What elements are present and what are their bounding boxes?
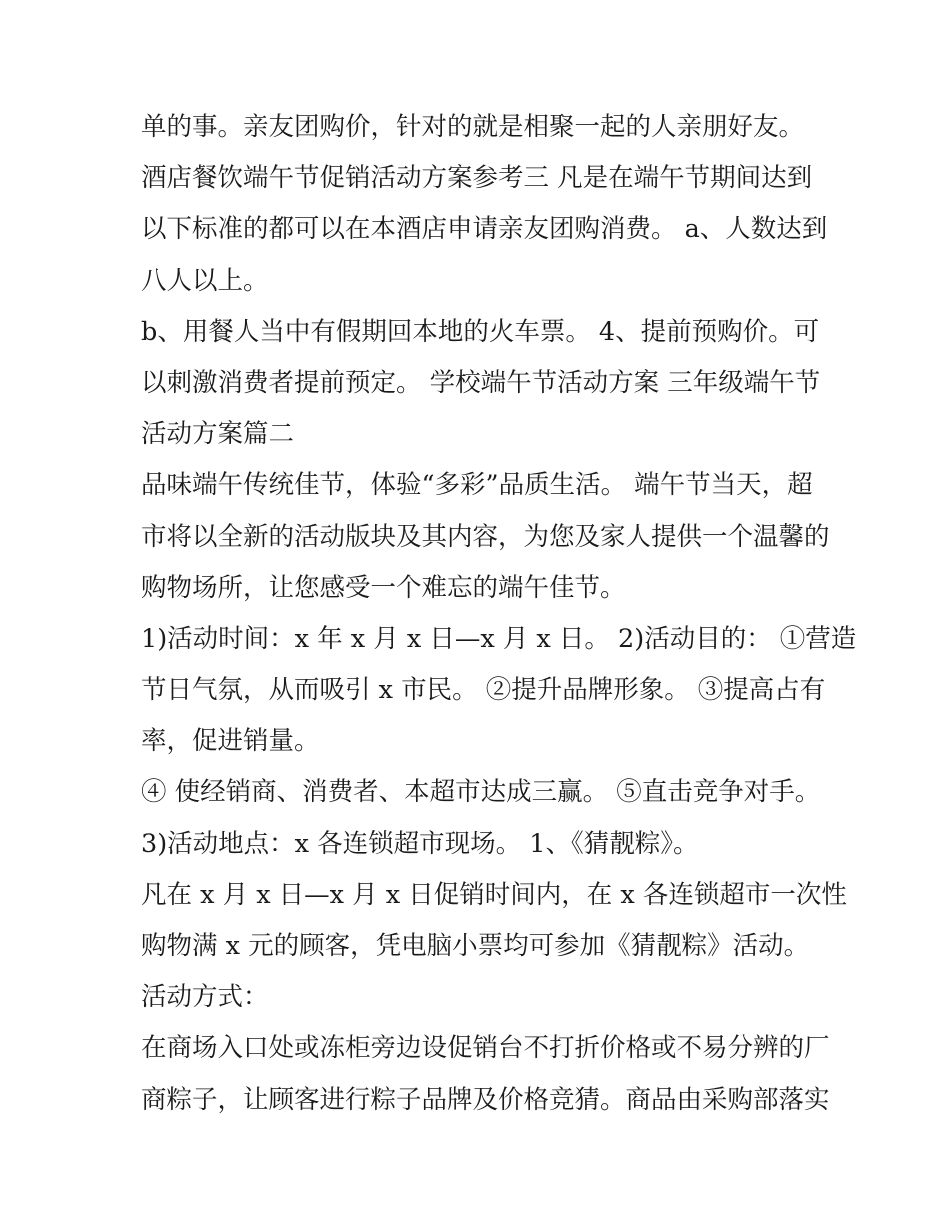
text-line-3: 以下标准的都可以在本酒店申请亲友团购消费。 a、人数达到	[141, 214, 828, 245]
text-line-14: ④ 使经销商、消费者、本超市达成三赢。 ⑤直击竞争对手。	[141, 777, 821, 808]
text-line-6: 以刺激消费者提前预定。 学校端午节活动方案 三年级端午节	[141, 367, 821, 398]
text-line-18: 活动方式：	[141, 982, 269, 1013]
text-line-11: 1)活动时间：x 年 x 月 x 日—x 月 x 日。 2)活动目的： ①营造	[141, 623, 857, 654]
text-line-2: 酒店餐饮端午节促销活动方案参考三 凡是在端午节期间达到	[141, 163, 813, 194]
text-line-15: 3)活动地点：x 各连锁超市现场。 1、《猜靓粽》。	[141, 828, 699, 859]
text-line-16: 凡在 x 月 x 日—x 月 x 日促销时间内，在 x 各连锁超市一次性	[141, 879, 847, 910]
text-line-8: 品味端午传统佳节，体验“多彩”品质生活。 端午节当天，超	[141, 470, 813, 501]
text-line-5: b、用餐人当中有假期回本地的火车票。 4、提前预购价。可	[141, 316, 820, 347]
text-line-4: 八人以上。	[141, 265, 269, 296]
text-line-13: 率，促进销量。	[141, 726, 320, 757]
body-text	[141, 102, 857, 1126]
text-line-17: 购物满 x 元的顾客，凭电脑小票均可参加《猜靓粽》活动。	[141, 931, 810, 961]
text-line-9: 市将以全新的活动版块及其内容，为您及家人提供一个温馨的	[141, 521, 830, 552]
text-line-7: 活动方案篇二	[141, 419, 295, 450]
text-line-1: 单的事。亲友团购价，针对的就是相聚一起的人亲朋好友。	[141, 112, 805, 142]
text-line-10: 购物场所，让您感受一个难忘的端午佳节。	[141, 572, 626, 603]
text-line-19: 在商场入口处或冻柜旁边设促销台不打折价格或不易分辨的厂	[141, 1033, 830, 1064]
text-line-20: 商粽子，让顾客进行粽子品牌及价格竞猜。商品由采购部落实	[141, 1084, 830, 1115]
text-line-12: 节日气氛，从而吸引 x 市民。 ②提升品牌形象。 ③提高占有	[141, 675, 826, 706]
